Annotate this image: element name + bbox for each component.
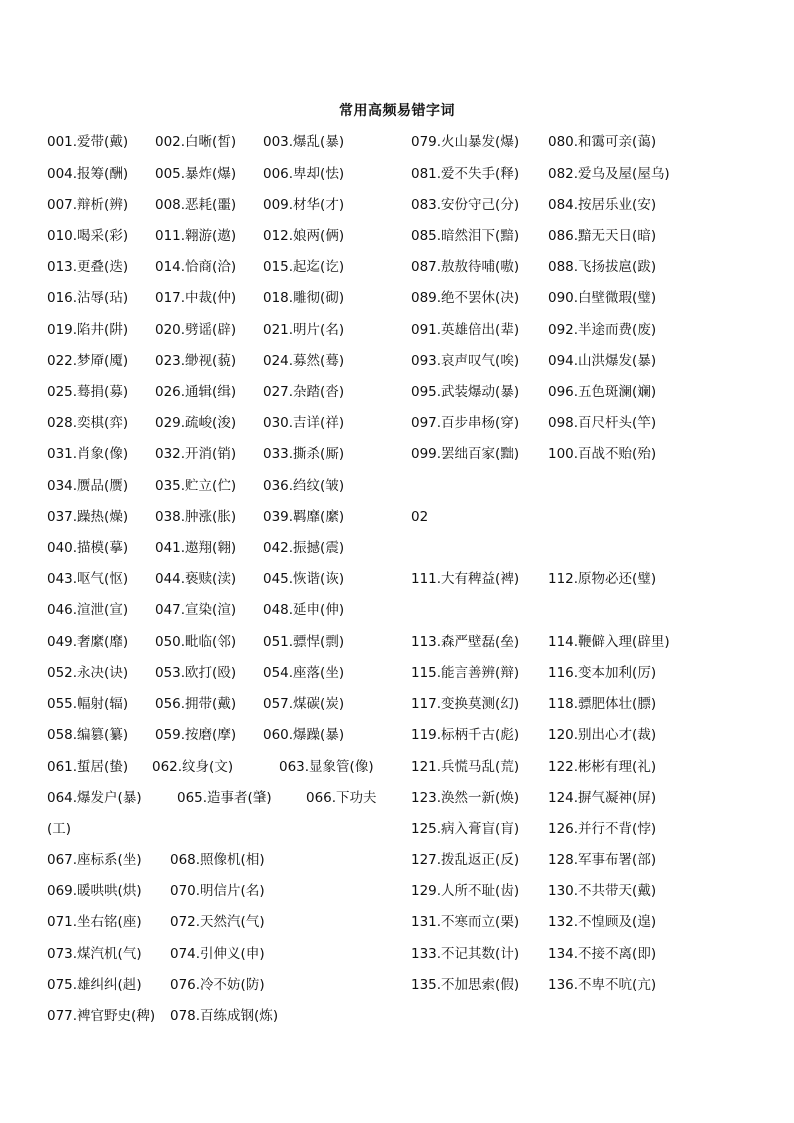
word-entry: 077.裨官野史(稗) [47, 1008, 156, 1024]
word-entry: 098.百尺杆头(竿) [548, 415, 657, 431]
word-entry: 135.不加思索(假) [411, 977, 520, 993]
word-entry: 028.奕棋(弈) [47, 415, 129, 431]
word-entry: 036.绉纹(皱) [263, 478, 345, 494]
entry-row [0, 444, 794, 464]
word-entry: 111.大有稗益(裨) [411, 571, 520, 587]
word-entry: 131.不寒而立(栗) [411, 914, 520, 930]
word-entry: 030.吉详(祥) [263, 415, 345, 431]
word-entry: 114.鞭僻入理(辟里) [548, 634, 670, 650]
word-entry: 099.罢绌百家(黜) [411, 446, 520, 462]
word-entry: 083.安份守己(分) [411, 197, 520, 213]
word-entry: 067.座标系(坐) [47, 852, 142, 868]
word-entry: 069.暖哄哄(烘) [47, 883, 142, 899]
word-entry: 046.渲泄(宣) [47, 602, 129, 618]
word-entry: 124.摒气凝神(屏) [548, 790, 657, 806]
word-entry: 021.明片(名) [263, 322, 345, 338]
word-entry: 02 [411, 509, 429, 525]
word-entry: 017.中裁(仲) [155, 290, 237, 306]
word-entry: 014.恰商(洽) [155, 259, 237, 275]
entry-row [0, 382, 794, 402]
word-entry: 012.娘两(俩) [263, 228, 345, 244]
word-entry: 123.涣然一新(焕) [411, 790, 520, 806]
entry-row [0, 569, 794, 589]
entry-row [0, 257, 794, 277]
word-entry: 082.爱乌及屋(屋乌) [548, 166, 670, 182]
word-entry: 016.沾辱(玷) [47, 290, 129, 306]
word-entry: 132.不惶顾及(遑) [548, 914, 657, 930]
entry-row [0, 195, 794, 215]
word-entry: 119.标柄千古(彪) [411, 727, 520, 743]
word-entry: 092.半途而费(废) [548, 322, 657, 338]
entry-row [0, 694, 794, 714]
word-entry: 045.恢谐(诙) [263, 571, 345, 587]
word-entry: 054.座落(坐) [263, 665, 345, 681]
entry-row [0, 788, 794, 808]
word-entry: 064.爆发户(暴) [47, 790, 142, 806]
word-entry: 093.哀声叹气(唉) [411, 353, 520, 369]
word-entry: 001.爱带(戴) [47, 134, 129, 150]
word-entry: 122.彬彬有理(礼) [548, 759, 657, 775]
word-entry: 134.不接不离(即) [548, 946, 657, 962]
word-entry: 044.亵赎(渎) [155, 571, 237, 587]
word-entry: 025.蓦捐(募) [47, 384, 129, 400]
word-entry: 033.撕杀(厮) [263, 446, 345, 462]
word-entry: 128.军事布署(部) [548, 852, 657, 868]
entry-row [0, 226, 794, 246]
entry-row [0, 164, 794, 184]
word-entry: 019.陷井(阱) [47, 322, 129, 338]
word-entry: 050.毗临(邻) [155, 634, 237, 650]
entry-row [0, 476, 794, 496]
word-entry: 075.雄纠纠(赳) [47, 977, 142, 993]
word-entry: 004.报筹(酬) [47, 166, 129, 182]
word-entry: 062.纹身(文) [152, 759, 234, 775]
word-entry: 048.延申(伸) [263, 602, 345, 618]
word-entry: 043.呕气(怄) [47, 571, 129, 587]
entry-row [0, 600, 794, 620]
word-entry: 133.不记其数(计) [411, 946, 520, 962]
word-entry: 076.冷不妨(防) [170, 977, 265, 993]
word-entry: 061.蜇居(蛰) [47, 759, 129, 775]
entry-row [0, 507, 794, 527]
word-entry: 059.按磨(摩) [155, 727, 237, 743]
word-entry: 040.描模(摹) [47, 540, 129, 556]
word-entry: 096.五色斑澜(斓) [548, 384, 657, 400]
word-entry: 129.人所不耻(齿) [411, 883, 520, 899]
entry-row [0, 320, 794, 340]
word-entry: 116.变本加利(厉) [548, 665, 657, 681]
word-entry: 049.奢縻(靡) [47, 634, 129, 650]
word-entry: 088.飞扬拔扈(跋) [548, 259, 657, 275]
word-entry: 078.百练成钢(炼) [170, 1008, 279, 1024]
word-entry: 094.山洪爆发(暴) [548, 353, 657, 369]
word-entry: 090.白壁微瑕(璧) [548, 290, 657, 306]
word-entry: 115.能言善辨(辩) [411, 665, 520, 681]
entry-row [0, 725, 794, 745]
word-entry: 066.下功夫 [306, 790, 377, 806]
word-entry: 121.兵慌马乱(荒) [411, 759, 520, 775]
word-entry: 005.暴炸(爆) [155, 166, 237, 182]
word-entry: 074.引伸义(申) [170, 946, 265, 962]
word-entry: 084.按居乐业(安) [548, 197, 657, 213]
word-entry: 113.森严壁磊(垒) [411, 634, 520, 650]
word-entry: 112.原物必还(璧) [548, 571, 657, 587]
word-entry: 130.不共带天(戴) [548, 883, 657, 899]
word-entry: 118.骠肥体壮(膘) [548, 696, 657, 712]
word-entry: 125.病入膏盲(肓) [411, 821, 520, 837]
page-title: 常用高频易错字词 [339, 103, 455, 119]
word-entry: 127.拨乱返正(反) [411, 852, 520, 868]
entry-row [0, 757, 794, 777]
word-entry: 018.雕彻(砌) [263, 290, 345, 306]
word-entry: 003.爆乱(暴) [263, 134, 345, 150]
entry-row [0, 288, 794, 308]
word-entry: 011.翱游(遨) [155, 228, 237, 244]
word-entry: 081.爱不失手(释) [411, 166, 520, 182]
word-entry: 038.肿涨(胀) [155, 509, 237, 525]
word-entry: 032.开消(销) [155, 446, 237, 462]
word-entry: 022.梦厣(魇) [47, 353, 129, 369]
entry-row [0, 351, 794, 371]
word-entry: 085.暗然泪下(黯) [411, 228, 520, 244]
word-entry: 097.百步串杨(穿) [411, 415, 520, 431]
word-entry: 058.编篡(纂) [47, 727, 129, 743]
word-entry: 089.绝不罢休(决) [411, 290, 520, 306]
word-entry: 070.明信片(名) [170, 883, 265, 899]
entry-row [0, 1006, 794, 1026]
word-entry: 047.宣染(渲) [155, 602, 237, 618]
entry-row [0, 912, 794, 932]
entry-row [0, 538, 794, 558]
word-entry: 136.不卑不吭(亢) [548, 977, 657, 993]
word-entry: 086.黯无天日(暗) [548, 228, 657, 244]
word-entry: 057.煤碳(炭) [263, 696, 345, 712]
entry-row [0, 975, 794, 995]
word-entry: 052.永决(诀) [47, 665, 129, 681]
word-entry: 071.坐右铭(座) [47, 914, 142, 930]
entry-row [0, 944, 794, 964]
word-entry: 006.卑却(怯) [263, 166, 345, 182]
word-entry: 029.疏峻(浚) [155, 415, 237, 431]
word-entry: 039.羁靡(縻) [263, 509, 345, 525]
word-entry: 079.火山暴发(爆) [411, 134, 520, 150]
entry-row [0, 881, 794, 901]
word-entry: 031.肖象(像) [47, 446, 129, 462]
word-entry: 072.天然汽(气) [170, 914, 265, 930]
word-entry: 002.白晰(皙) [155, 134, 237, 150]
word-entry: 051.骠悍(剽) [263, 634, 345, 650]
word-entry: 020.劈谣(辟) [155, 322, 237, 338]
word-entry: 037.躁热(燥) [47, 509, 129, 525]
word-entry: (工) [47, 821, 72, 837]
word-entry: 080.和霭可亲(蔼) [548, 134, 657, 150]
word-entry: 007.辩析(辨) [47, 197, 129, 213]
entry-row [0, 819, 794, 839]
word-entry: 013.更叠(迭) [47, 259, 129, 275]
word-entry: 126.并行不背(悖) [548, 821, 657, 837]
word-entry: 095.武装爆动(暴) [411, 384, 520, 400]
word-entry: 063.显象管(像) [279, 759, 374, 775]
word-entry: 034.赝品(赝) [47, 478, 129, 494]
word-entry: 117.变换莫测(幻) [411, 696, 520, 712]
word-entry: 087.敖敖待哺(嗷) [411, 259, 520, 275]
word-entry: 056.拥带(戴) [155, 696, 237, 712]
word-entry: 060.爆躁(暴) [263, 727, 345, 743]
word-entry: 009.材华(才) [263, 197, 345, 213]
word-entry: 041.遨翔(翱) [155, 540, 237, 556]
word-entry: 023.缈视(藐) [155, 353, 237, 369]
entry-row [0, 632, 794, 652]
word-entry: 091.英雄倍出(辈) [411, 322, 520, 338]
entry-row [0, 850, 794, 870]
word-entry: 100.百战不贻(殆) [548, 446, 657, 462]
word-entry: 024.募然(蓦) [263, 353, 345, 369]
word-entry: 035.贮立(伫) [155, 478, 237, 494]
word-entry: 073.煤汽机(气) [47, 946, 142, 962]
word-entry: 010.喝采(彩) [47, 228, 129, 244]
word-entry: 015.起迄(讫) [263, 259, 345, 275]
word-entry: 120.别出心才(裁) [548, 727, 657, 743]
entry-row [0, 413, 794, 433]
word-entry: 068.照像机(相) [170, 852, 265, 868]
word-entry: 026.通辑(缉) [155, 384, 237, 400]
word-entry: 055.幅射(辐) [47, 696, 129, 712]
word-entry: 065.造事者(肇) [177, 790, 272, 806]
word-entry: 053.欧打(殴) [155, 665, 237, 681]
entry-row [0, 132, 794, 152]
entry-row [0, 663, 794, 683]
word-entry: 042.振撼(震) [263, 540, 345, 556]
word-entry: 027.杂踏(沓) [263, 384, 345, 400]
word-entry: 008.恶耗(噩) [155, 197, 237, 213]
